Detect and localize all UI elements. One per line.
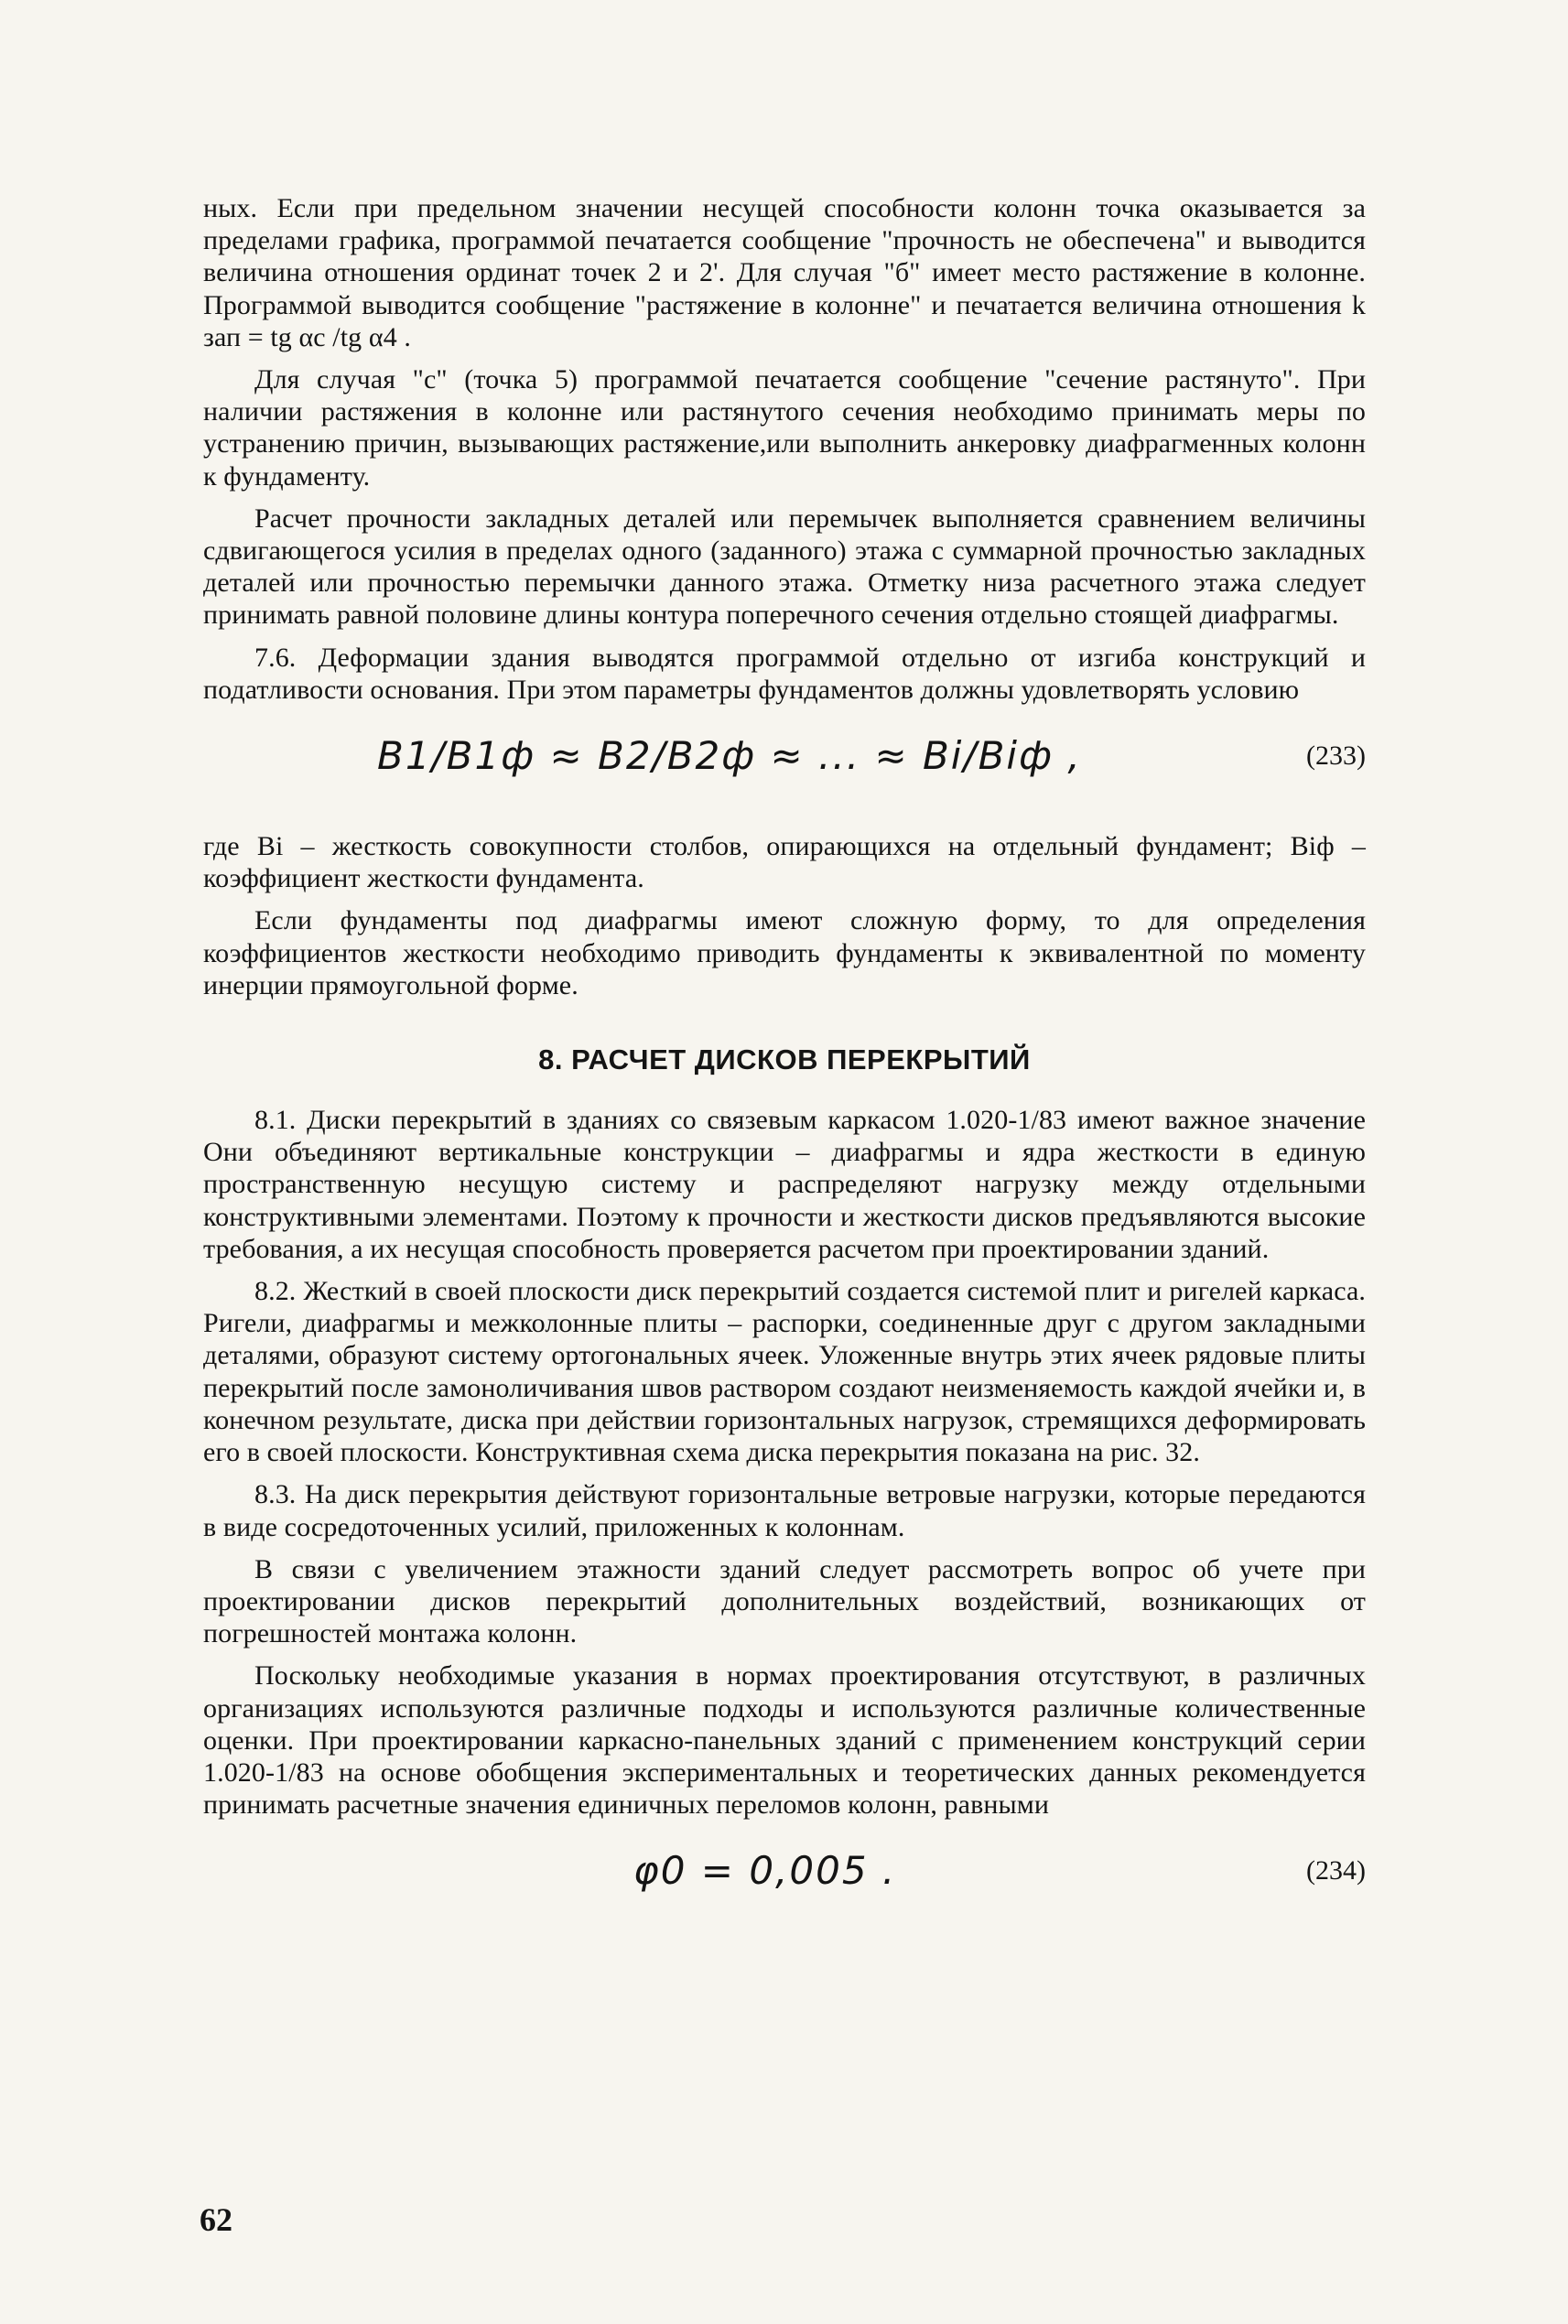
paragraph-2: Для случая "с" (точка 5) программой печатается сообщение "сечение растянуто". При наличии растяжения в колонне или растянутого сечения необходимо принимать меры по устранению причин, вызывающих растяжение,или выполнить анкеровку диафрагменных колонн к фундаменту. [203, 364, 1366, 492]
formula-233-expression: B1/B1ф ≈ B2/B2ф ≈ ... ≈ Bi/Biф , [377, 733, 1082, 779]
section-heading: 8. РАСЧЕТ ДИСКОВ ПЕРЕКРЫТИЙ [538, 1043, 1031, 1076]
formula-234-expression: φ0 = 0,005 . [633, 1848, 897, 1894]
formula-233-number: (233) [1306, 740, 1366, 772]
paragraph-8: 8.2. Жесткий в своей плоскости диск перекрытий создается системой плит и ригелей каркаса. Ригели, диафрагмы и межколонные плиты – распорки, соединенные друг с другом закладными деталями, образуют систему ортогональных ячеек. Уложенные внутрь этих ячеек рядовые плиты перекрытий после замоноличивания швов раствором создают неизменяемость каждой ячейки и, в конечном результате, диска при действии горизонтальных нагрузок, стремящихся деформировать его в своей плоскости. Конструктивная схема диска перекрытия показана на рис. 32. [203, 1276, 1366, 1468]
paragraph-6: Если фундаменты под диафрагмы имеют сложную форму, то для определения коэффициентов жесткости необходимо приводить фундаменты к эквивалентной по моменту инерции прямоугольной форме. [203, 905, 1366, 1000]
paragraph-11: Поскольку необходимые указания в нормах проектирования отсутствуют, в различных организациях используются различные подходы и используются различные количественные оценки. При проектировании каркасно-панельных зданий с применением конструкций серии 1.020-1/83 на основе обобщения экспериментальных и теоретических данных рекомендуется принимать расчетные значения единичных переломов колонн, равными [203, 1660, 1366, 1821]
formula-234-number: (234) [1306, 1855, 1366, 1886]
paragraph-1: ных. Если при предельном значении несущей способности колонн точка оказывается за пределами графика, программой печатается сообщение "прочность не обеспечена" и выводится величина отношения ординат точек 2 и 2'. Для случая "б" имеет место растяжение в колонне. Программой выводится сообщение "растяжение в колонне" и печатается величина отношения k зап = tg αc /tg α4 . [203, 193, 1366, 352]
paragraph-7: 8.1. Диски перекрытий в зданиях со связевым каркасом 1.020-1/83 имеют важное значение Они объединяют вертикальные конструкции – диафрагмы и ядра жесткости в единую пространственную несущую систему и распределяют нагрузку между отдельными конструктивными элементами. Поэтому к прочности и жесткости дисков предъявляются высокие требования, а их несущая способность проверяется расчетом при проектировании зданий. [203, 1105, 1366, 1264]
page-number: 62 [200, 2201, 232, 2238]
formula-234 [203, 1843, 1366, 1918]
paragraph-5: где Bi – жесткость совокупности столбов, опирающихся на отдельный фундамент; Biф – коэффициент жесткости фундамента. [203, 831, 1366, 894]
paragraph-3: Расчет прочности закладных деталей или перемычек выполняется сравнением величины сдвигающегося усилия в пределах одного (заданного) этажа с суммарной прочностью закладных деталей или прочностью перемычки данного этажа. Отметку низа расчетного этажа следует принимать равной половине длины контура поперечного сечения отдельно стоящей диафрагмы. [203, 503, 1366, 631]
paragraph-9: 8.3. На диск перекрытия действуют горизонтальные ветровые нагрузки, которые передаются в виде сосредоточенных усилий, приложенных к колоннам. [203, 1479, 1366, 1542]
text-column [203, 192, 1366, 1945]
paragraph-4: 7.6. Деформации здания выводятся программой отдельно от изгиба конструкций и податливости основания. При этом параметры фундаментов должны удовлетворять условию [203, 642, 1366, 705]
paragraph-10: В связи с увеличением этажности зданий следует рассмотреть вопрос об учете при проектировании дисков перекрытий дополнительных воздействий, возникающих от погрешностей монтажа колонн. [203, 1553, 1366, 1649]
formula-233 [203, 728, 1366, 803]
